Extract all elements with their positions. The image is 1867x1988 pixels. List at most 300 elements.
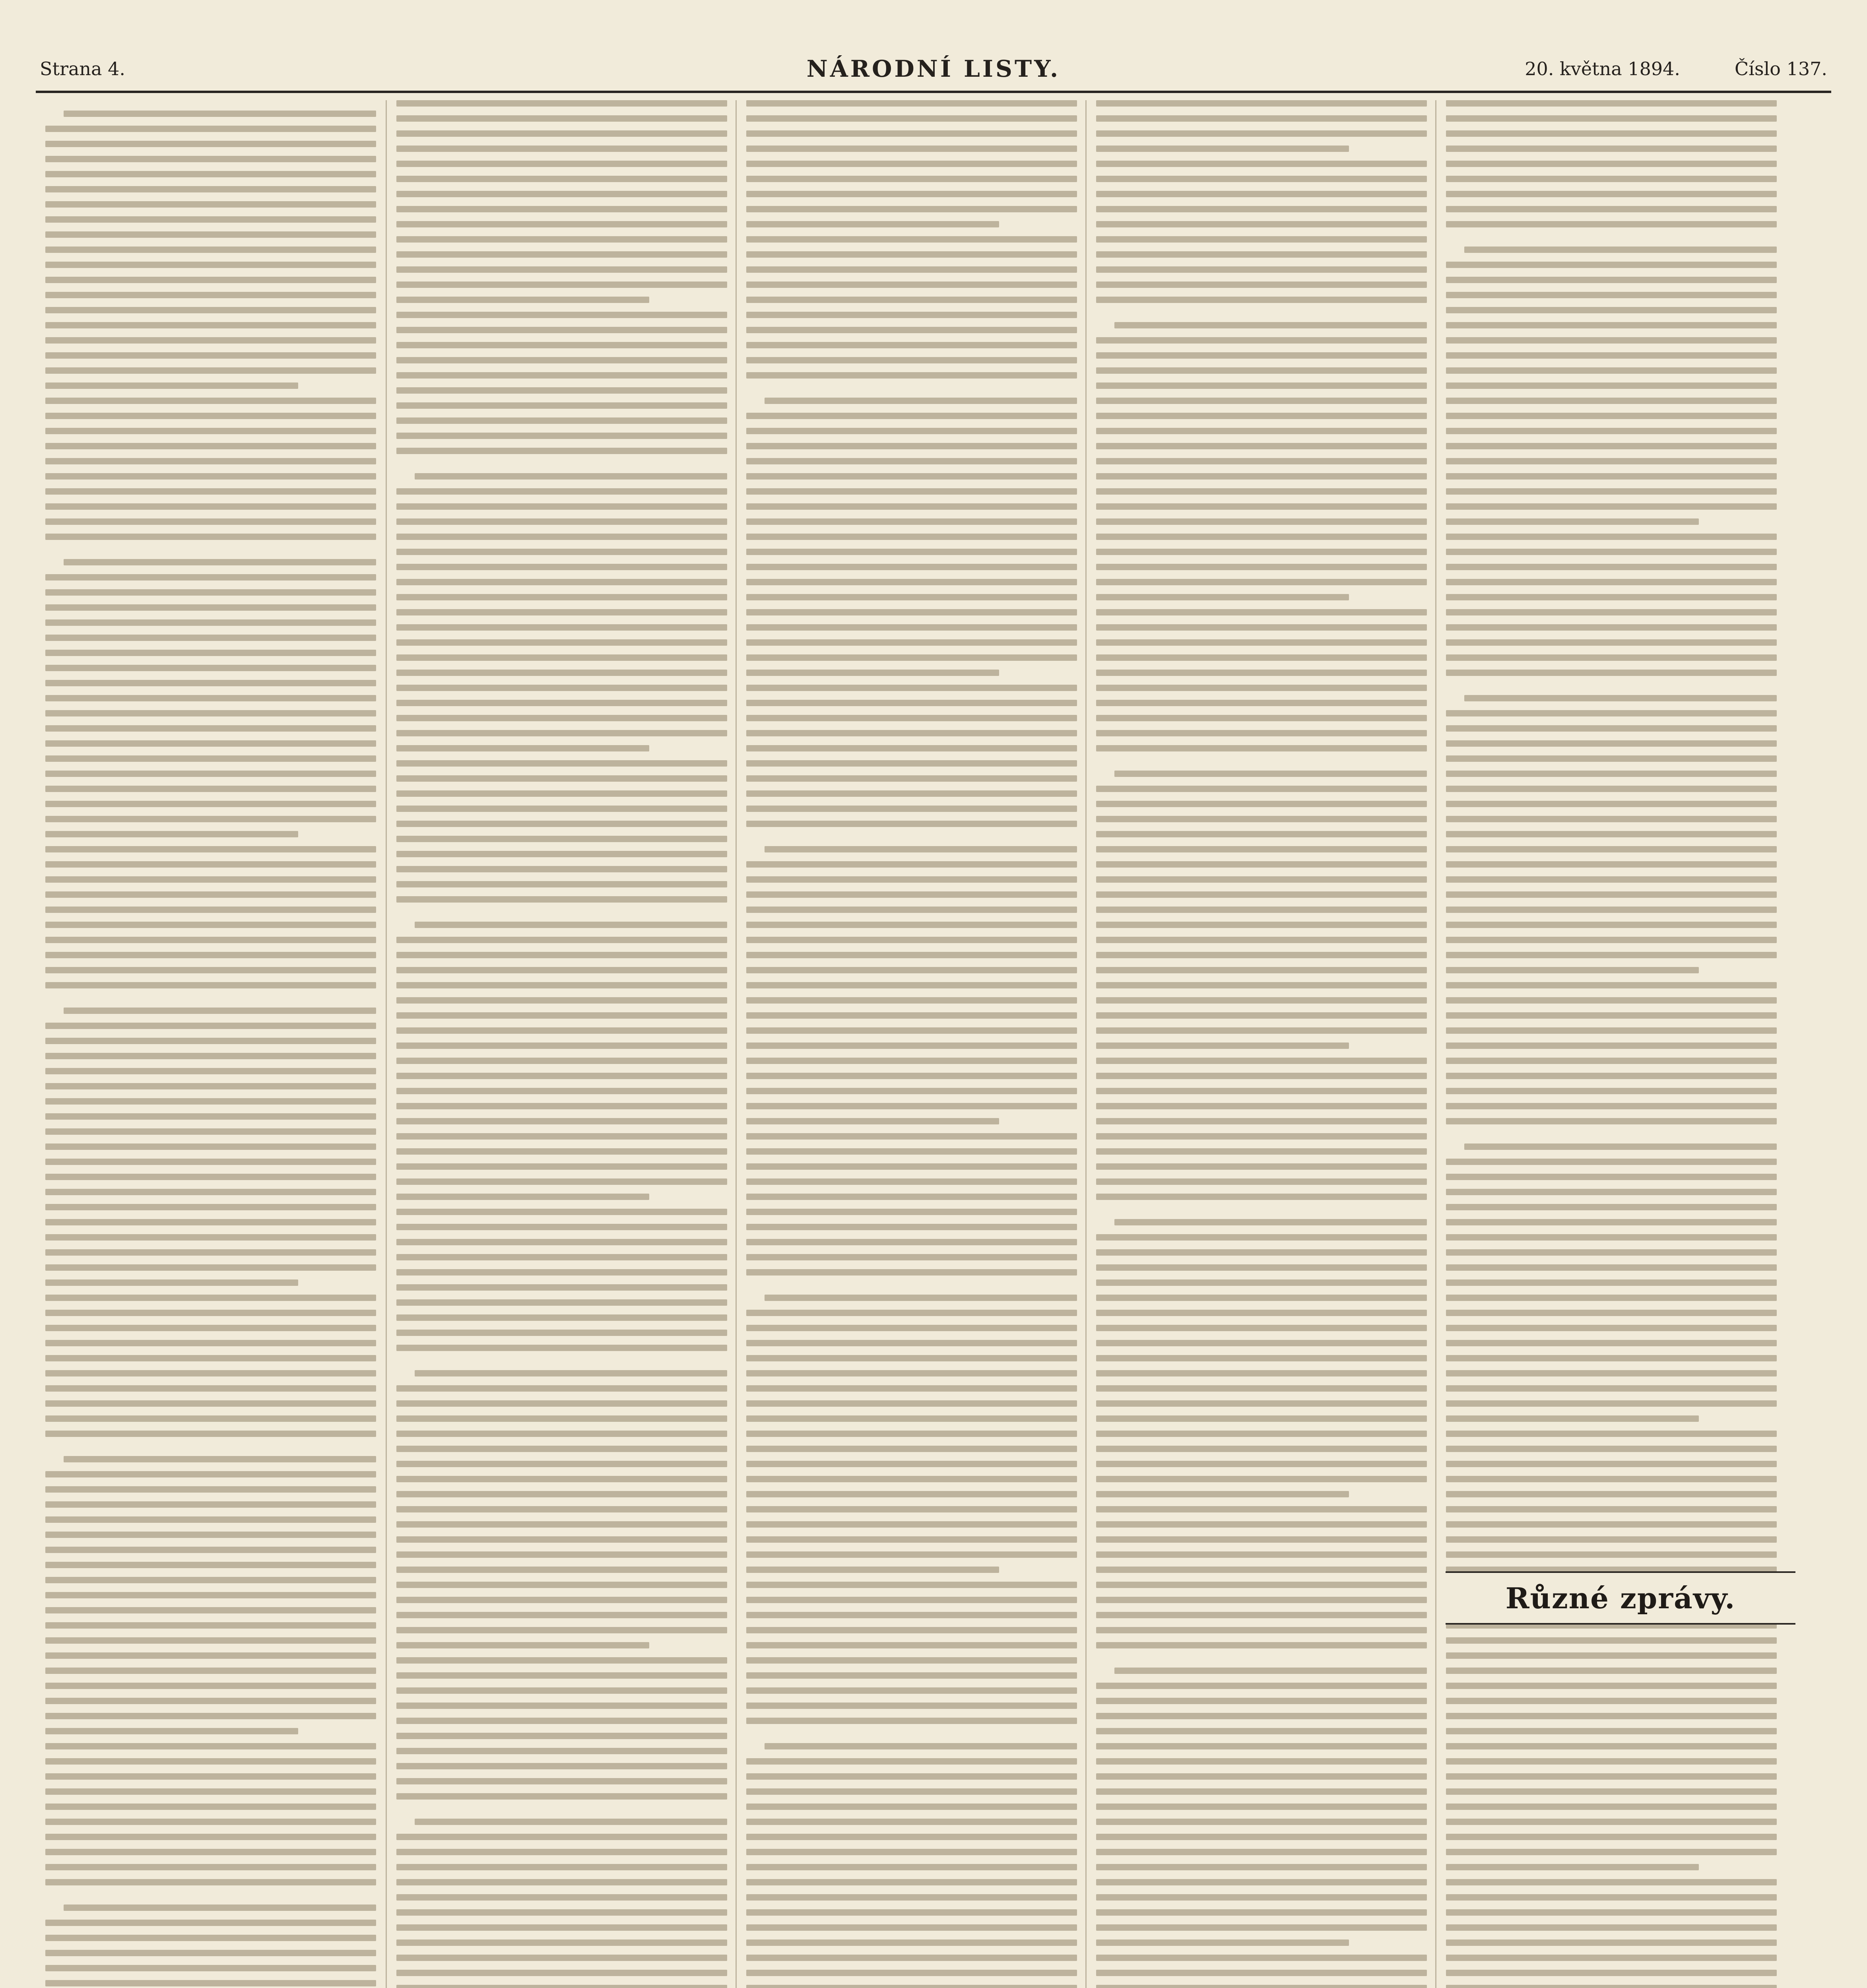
text-line	[45, 967, 376, 973]
text-line	[1446, 1713, 1777, 1719]
text-line	[1096, 952, 1427, 958]
text-line	[1096, 639, 1427, 646]
text-line	[45, 1370, 376, 1376]
text-line	[746, 1703, 1077, 1709]
text-line	[1096, 1612, 1427, 1618]
text-line	[45, 488, 376, 495]
text-line	[45, 1607, 376, 1613]
text-line	[45, 1698, 376, 1704]
text-line	[64, 1456, 376, 1462]
text-line	[396, 594, 727, 600]
text-line	[1446, 115, 1777, 122]
text-line	[45, 413, 376, 419]
text-line	[746, 609, 1077, 615]
text-line	[746, 191, 1077, 197]
text-line	[396, 639, 727, 646]
text-line	[746, 518, 1077, 525]
text-line	[45, 1083, 376, 1089]
text-line	[746, 1627, 1077, 1633]
page-label: Strana 4.	[40, 58, 125, 80]
text-line	[396, 982, 727, 988]
text-line	[746, 891, 1077, 898]
text-line	[746, 1612, 1077, 1618]
text-line	[45, 201, 376, 208]
text-line	[396, 146, 727, 152]
text-line	[396, 1834, 727, 1840]
text-line	[45, 171, 376, 177]
text-line	[1464, 1143, 1777, 1150]
text-line	[396, 1254, 727, 1260]
text-line	[396, 1239, 727, 1245]
text-line	[45, 589, 376, 596]
text-line	[1446, 1939, 1777, 1946]
text-line	[1446, 1819, 1777, 1825]
text-line	[746, 1849, 1077, 1855]
text-line	[746, 1819, 1077, 1825]
text-line	[746, 1103, 1077, 1109]
text-line	[396, 564, 727, 570]
text-line	[1446, 891, 1777, 898]
text-line	[746, 821, 1077, 827]
text-line	[746, 1431, 1077, 1437]
text-line	[1096, 1249, 1427, 1256]
paragraph-gap	[387, 1808, 737, 1819]
text-line	[1096, 730, 1427, 736]
text-line	[45, 382, 298, 389]
text-line	[396, 100, 727, 107]
text-line	[746, 1551, 1077, 1558]
text-line	[1096, 1804, 1427, 1810]
text-line	[746, 1385, 1077, 1392]
text-line	[1096, 937, 1427, 943]
text-line	[396, 967, 727, 973]
text-line	[45, 755, 376, 762]
text-line	[1096, 1788, 1427, 1795]
text-line	[1446, 518, 1699, 525]
text-line	[1446, 488, 1777, 495]
text-line	[1446, 473, 1777, 480]
text-line	[1446, 1174, 1777, 1180]
text-line	[1096, 176, 1427, 182]
text-line	[45, 1788, 376, 1795]
text-line	[1096, 594, 1349, 600]
text-line	[746, 876, 1077, 883]
text-line	[1096, 1879, 1427, 1885]
text-line	[45, 650, 376, 656]
text-line	[1446, 710, 1777, 716]
text-line	[396, 402, 727, 409]
text-line	[1096, 1849, 1427, 1855]
text-line	[1114, 1668, 1427, 1674]
text-line	[45, 937, 376, 943]
text-line	[45, 534, 376, 540]
text-line	[1096, 967, 1427, 973]
text-line	[45, 1834, 376, 1840]
text-line	[396, 715, 727, 721]
text-line	[45, 1159, 376, 1165]
text-line	[1446, 1728, 1777, 1734]
text-line	[1096, 1325, 1427, 1331]
text-line	[45, 1400, 376, 1407]
text-line	[746, 1879, 1077, 1885]
text-line	[1096, 1642, 1427, 1648]
text-line	[746, 639, 1077, 646]
text-line	[746, 1804, 1077, 1810]
text-line	[1096, 801, 1427, 807]
text-line	[396, 176, 727, 182]
text-line	[396, 730, 727, 736]
text-line	[746, 161, 1077, 167]
text-line	[45, 503, 376, 510]
text-line	[1446, 307, 1777, 313]
text-line	[1446, 428, 1777, 434]
text-line	[746, 1088, 1077, 1094]
text-line	[1446, 967, 1699, 973]
text-line	[1446, 624, 1777, 631]
text-line	[746, 221, 999, 227]
text-line	[1096, 1431, 1427, 1437]
paragraph-gap	[1436, 236, 1786, 247]
text-line	[45, 292, 376, 298]
text-line	[45, 126, 376, 132]
text-line	[1446, 1043, 1777, 1049]
text-line	[1096, 1103, 1427, 1109]
text-line	[1446, 1804, 1777, 1810]
text-line	[746, 745, 1077, 751]
paragraph-gap	[36, 549, 386, 559]
text-line	[45, 1773, 376, 1780]
misc-news-heading-box	[1446, 1571, 1795, 1625]
text-line	[396, 700, 727, 706]
text-line	[1446, 398, 1777, 404]
text-line	[746, 1118, 999, 1124]
text-line	[1446, 670, 1777, 676]
article-columns	[36, 100, 1831, 1988]
text-line	[746, 1687, 1077, 1694]
text-line	[396, 1939, 727, 1946]
text-line	[746, 458, 1077, 464]
text-line	[45, 1879, 376, 1885]
text-line	[396, 1733, 727, 1739]
text-line	[1114, 322, 1427, 328]
text-line	[45, 1189, 376, 1195]
text-line	[1446, 322, 1777, 328]
text-line	[1446, 1879, 1777, 1885]
text-line	[396, 312, 727, 318]
text-line	[1446, 907, 1777, 913]
paragraph-gap	[36, 100, 386, 111]
text-line	[396, 1970, 727, 1976]
text-line	[45, 262, 376, 268]
text-line	[396, 896, 727, 903]
text-line	[1446, 1864, 1699, 1870]
text-line	[45, 1965, 376, 1971]
text-line	[1446, 1264, 1777, 1271]
text-line	[746, 1415, 1077, 1422]
text-line	[1096, 786, 1427, 792]
text-line	[396, 1178, 727, 1185]
text-line	[1446, 503, 1777, 510]
text-line	[1446, 1310, 1777, 1316]
text-line	[1096, 1178, 1427, 1185]
text-line	[1446, 771, 1777, 777]
text-line	[1446, 1506, 1777, 1512]
text-line	[396, 236, 727, 243]
paragraph-gap	[737, 1733, 1087, 1743]
text-line	[746, 428, 1077, 434]
text-line	[746, 1370, 1077, 1376]
text-line	[1446, 609, 1777, 615]
text-line	[45, 982, 376, 988]
text-line	[1096, 1133, 1427, 1140]
text-line	[396, 1506, 727, 1512]
column-4	[1085, 100, 1436, 1988]
text-line	[1096, 473, 1427, 480]
text-line	[45, 156, 376, 162]
text-line	[1096, 1970, 1427, 1976]
text-line	[396, 1118, 727, 1124]
text-line	[396, 1299, 727, 1306]
text-line	[746, 488, 1077, 495]
text-line	[746, 790, 1077, 797]
text-line	[45, 1532, 376, 1538]
text-line	[64, 111, 376, 117]
text-line	[1096, 1295, 1427, 1301]
text-line	[396, 685, 727, 691]
text-line	[396, 952, 727, 958]
text-line	[1096, 161, 1427, 167]
text-line	[746, 473, 1077, 480]
text-line	[415, 922, 727, 928]
text-line	[396, 433, 727, 439]
text-line	[45, 1713, 376, 1719]
text-line	[1096, 1627, 1427, 1633]
text-line	[45, 1728, 298, 1734]
text-line	[746, 176, 1077, 182]
text-line	[396, 1461, 727, 1467]
text-line	[1446, 221, 1777, 227]
text-line	[45, 1849, 376, 1855]
text-line	[1446, 982, 1777, 988]
text-line	[1096, 745, 1427, 751]
text-line	[1446, 1189, 1777, 1195]
text-line	[746, 1773, 1077, 1780]
text-line	[746, 700, 1077, 706]
text-line	[45, 1219, 376, 1225]
text-line	[746, 236, 1077, 243]
text-line	[45, 443, 376, 449]
text-line	[746, 503, 1077, 510]
text-line	[396, 327, 727, 333]
text-line	[1096, 876, 1427, 883]
issue-date: 20. května 1894.	[1525, 58, 1680, 80]
text-line	[1446, 1834, 1777, 1840]
text-line	[396, 191, 727, 197]
text-line	[1096, 130, 1427, 137]
text-line	[1446, 1431, 1777, 1437]
text-line	[1096, 1551, 1427, 1558]
text-line	[396, 448, 727, 454]
text-line	[396, 670, 727, 676]
masthead	[36, 47, 1831, 91]
text-line	[765, 1295, 1077, 1301]
text-line	[1446, 146, 1777, 152]
text-line	[1446, 458, 1777, 464]
text-line	[746, 1834, 1077, 1840]
text-line	[746, 534, 1077, 540]
text-line	[396, 297, 649, 303]
text-line	[1446, 413, 1777, 419]
text-line	[1446, 1234, 1777, 1241]
text-line	[45, 1234, 376, 1241]
text-line	[45, 786, 376, 792]
text-line	[396, 1703, 727, 1709]
text-line	[746, 1970, 1077, 1976]
text-line	[746, 654, 1077, 661]
text-line	[746, 1597, 1077, 1603]
paragraph-gap	[387, 1360, 737, 1370]
text-line	[1096, 549, 1427, 555]
text-line	[746, 1027, 1077, 1034]
text-line	[396, 1879, 727, 1885]
text-line	[1446, 534, 1777, 540]
text-line	[1446, 725, 1777, 732]
text-line	[1096, 1088, 1427, 1094]
text-line	[396, 372, 727, 379]
text-line	[1446, 176, 1777, 182]
text-line	[396, 1088, 727, 1094]
text-line	[1096, 1491, 1349, 1497]
text-line	[1446, 937, 1777, 943]
text-line	[1096, 700, 1427, 706]
text-line	[746, 1939, 1077, 1946]
text-line	[45, 1804, 376, 1810]
text-line	[746, 1506, 1077, 1512]
text-line	[415, 473, 727, 480]
text-line	[396, 1748, 727, 1754]
text-line	[1096, 564, 1427, 570]
text-line	[1446, 161, 1777, 167]
text-line	[45, 1501, 376, 1508]
text-line	[396, 1209, 727, 1215]
text-line	[45, 922, 376, 928]
text-line	[1096, 297, 1427, 303]
paragraph-gap	[36, 1894, 386, 1905]
text-line	[45, 1279, 298, 1286]
text-line	[396, 221, 727, 227]
text-line	[1446, 997, 1777, 1004]
text-line	[1096, 266, 1427, 273]
text-line	[1096, 1683, 1427, 1689]
text-line	[45, 1516, 376, 1523]
text-line	[45, 1547, 376, 1553]
text-line	[396, 387, 727, 394]
text-line	[45, 1950, 376, 1956]
text-line	[396, 624, 727, 631]
text-line	[1446, 952, 1777, 958]
text-line	[1096, 1027, 1427, 1034]
text-line	[396, 130, 727, 137]
text-line	[1096, 1385, 1427, 1392]
text-line	[45, 1683, 376, 1689]
text-line	[1096, 251, 1427, 258]
text-line	[64, 1008, 376, 1014]
text-line	[746, 1788, 1077, 1795]
text-line	[45, 1325, 376, 1331]
text-line	[1096, 398, 1427, 404]
text-line	[1446, 100, 1777, 107]
text-line	[1464, 695, 1777, 701]
text-line	[746, 1043, 1077, 1049]
text-line	[45, 247, 376, 253]
text-line	[396, 115, 727, 122]
text-line	[1096, 1118, 1427, 1124]
text-line	[1446, 1476, 1777, 1482]
text-line	[1096, 115, 1427, 122]
text-line	[1096, 1476, 1427, 1482]
text-line	[415, 1370, 727, 1376]
misc-news-heading: Různé zprávy.	[1505, 1581, 1736, 1615]
text-line	[45, 1143, 376, 1150]
text-line	[396, 821, 727, 827]
text-line	[45, 1920, 376, 1926]
text-line	[746, 624, 1077, 631]
text-line	[746, 1657, 1077, 1664]
text-line	[1096, 1698, 1427, 1704]
text-line	[45, 1264, 376, 1271]
text-line	[396, 1672, 727, 1679]
text-line	[396, 357, 727, 363]
text-line	[45, 801, 376, 807]
text-line	[1096, 1073, 1427, 1079]
text-line	[396, 1657, 727, 1664]
text-line	[1096, 337, 1427, 344]
text-line	[746, 922, 1077, 928]
text-line	[1446, 191, 1777, 197]
text-line	[746, 549, 1077, 555]
text-line	[45, 861, 376, 868]
text-line	[1096, 1163, 1427, 1170]
text-line	[746, 937, 1077, 943]
text-line	[1096, 282, 1427, 288]
text-line	[1096, 458, 1427, 464]
column-3	[736, 100, 1087, 1988]
text-line	[1446, 922, 1777, 928]
text-line	[1446, 443, 1777, 449]
text-line	[1096, 846, 1427, 852]
text-line	[1096, 367, 1427, 374]
text-line	[1446, 130, 1777, 137]
text-line	[746, 760, 1077, 767]
text-line	[746, 1642, 1077, 1648]
text-line	[45, 1340, 376, 1346]
text-line	[396, 806, 727, 812]
text-line	[746, 1955, 1077, 1961]
text-line	[1446, 1249, 1777, 1256]
text-line	[1114, 771, 1427, 777]
text-line	[396, 1043, 727, 1049]
text-line	[45, 1486, 376, 1493]
text-line	[1096, 861, 1427, 868]
text-line	[45, 1068, 376, 1074]
text-line	[746, 115, 1077, 122]
text-line	[746, 1536, 1077, 1543]
text-line	[45, 1577, 376, 1583]
text-line	[45, 1471, 376, 1477]
text-line	[746, 806, 1077, 812]
text-line	[746, 1310, 1077, 1316]
text-line	[45, 1592, 376, 1598]
